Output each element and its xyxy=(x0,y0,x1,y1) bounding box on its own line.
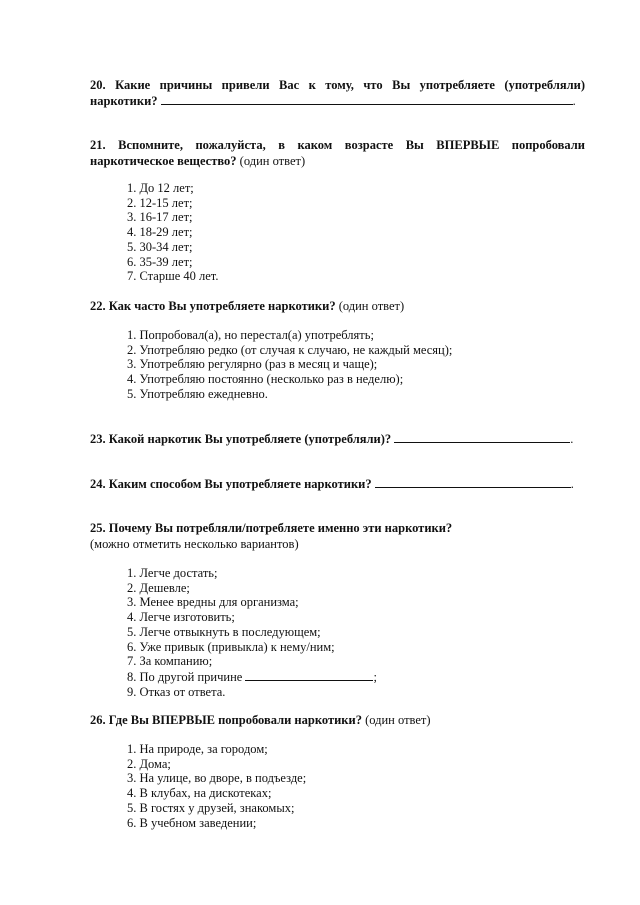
question-21 xyxy=(90,137,585,169)
question-25-title: 25. Почему Вы потребляли/потребляете именно эти наркотики? xyxy=(90,521,453,535)
option[interactable]: 4. 18-29 лет; xyxy=(127,225,193,240)
question-24: 24. Каким способом Вы употребляете наркотики? . xyxy=(90,477,574,491)
option[interactable]: 3. Менее вредны для организма; xyxy=(127,595,299,610)
option[interactable]: 4. Легче изготовить; xyxy=(127,610,235,625)
option[interactable]: 8. По другой причине ; xyxy=(127,669,377,684)
option[interactable]: 1. Попробовал(а), но перестал(а) употреблять; xyxy=(127,328,374,342)
option[interactable]: 3. 16-17 лет; xyxy=(127,210,193,225)
option[interactable]: 5. Употребляю ежедневно. xyxy=(127,386,268,401)
question-21-title-line2: наркотическое вещество? (один ответ) xyxy=(90,154,306,168)
option[interactable]: 1. На природе, за городом; xyxy=(127,742,268,756)
question-21-title-line1: 21. Вспомните, пожалуйста, в каком возрасте Вы ВПЕРВЫЕ попробовали xyxy=(90,138,585,152)
question-20-title-line1: 20. Какие причины привели Вас к тому, что Вы употребляете (употребляли) xyxy=(90,78,585,92)
question-25-note: (можно отметить несколько вариантов) xyxy=(90,537,299,551)
option[interactable]: 4. В клубах, на дискотеках; xyxy=(127,786,272,801)
question-22-options xyxy=(127,328,452,402)
option[interactable]: 2. 12-15 лет; xyxy=(127,195,193,210)
question-21-options xyxy=(127,181,218,284)
option[interactable]: 1. До 12 лет; xyxy=(127,181,194,195)
question-20-title-line2: наркотики? . xyxy=(90,94,576,108)
option[interactable]: 1. Легче достать; xyxy=(127,566,218,580)
option[interactable]: 6. В учебном заведении; xyxy=(127,815,257,830)
option[interactable]: 7. За компанию; xyxy=(127,654,213,669)
option[interactable]: 2. Дома; xyxy=(127,756,171,771)
other-reason-line[interactable] xyxy=(245,669,373,681)
question-20 xyxy=(90,77,585,109)
option[interactable]: 6. Уже привык (привыкла) к нему/ним; xyxy=(127,639,335,654)
question-22: 22. Как часто Вы употребляете наркотики? (один ответ) xyxy=(90,299,405,313)
option[interactable]: 3. На улице, во дворе, в подъезде; xyxy=(127,771,307,786)
option[interactable]: 6. 35-39 лет; xyxy=(127,254,193,269)
option[interactable]: 5. В гостях у друзей, знакомых; xyxy=(127,800,295,815)
option[interactable]: 5. Легче отвыкнуть в последующем; xyxy=(127,624,321,639)
option[interactable]: 2. Дешевле; xyxy=(127,580,190,595)
question-26-options xyxy=(127,742,306,830)
question-23: 23. Какой наркотик Вы употребляете (употребляли)? . xyxy=(90,432,574,446)
option[interactable]: 4. Употребляю постоянно (несколько раз в неделю); xyxy=(127,372,404,387)
option[interactable]: 5. 30-34 лет; xyxy=(127,239,193,254)
option[interactable]: 7. Старше 40 лет. xyxy=(127,269,219,284)
answer-line[interactable] xyxy=(394,431,570,443)
option[interactable]: 3. Употребляю регулярно (раз в месяц и чаще); xyxy=(127,357,378,372)
option[interactable]: 2. Употребляю редко (от случая к случаю, не каждый месяц); xyxy=(127,342,453,357)
answer-line[interactable] xyxy=(161,93,573,105)
question-25 xyxy=(90,520,585,552)
option[interactable]: 9. Отказ от ответа. xyxy=(127,684,226,699)
question-26: 26. Где Вы ВПЕРВЫЕ попробовали наркотики? (один ответ) xyxy=(90,713,431,727)
answer-line[interactable] xyxy=(375,476,571,488)
question-25-options xyxy=(127,566,377,699)
